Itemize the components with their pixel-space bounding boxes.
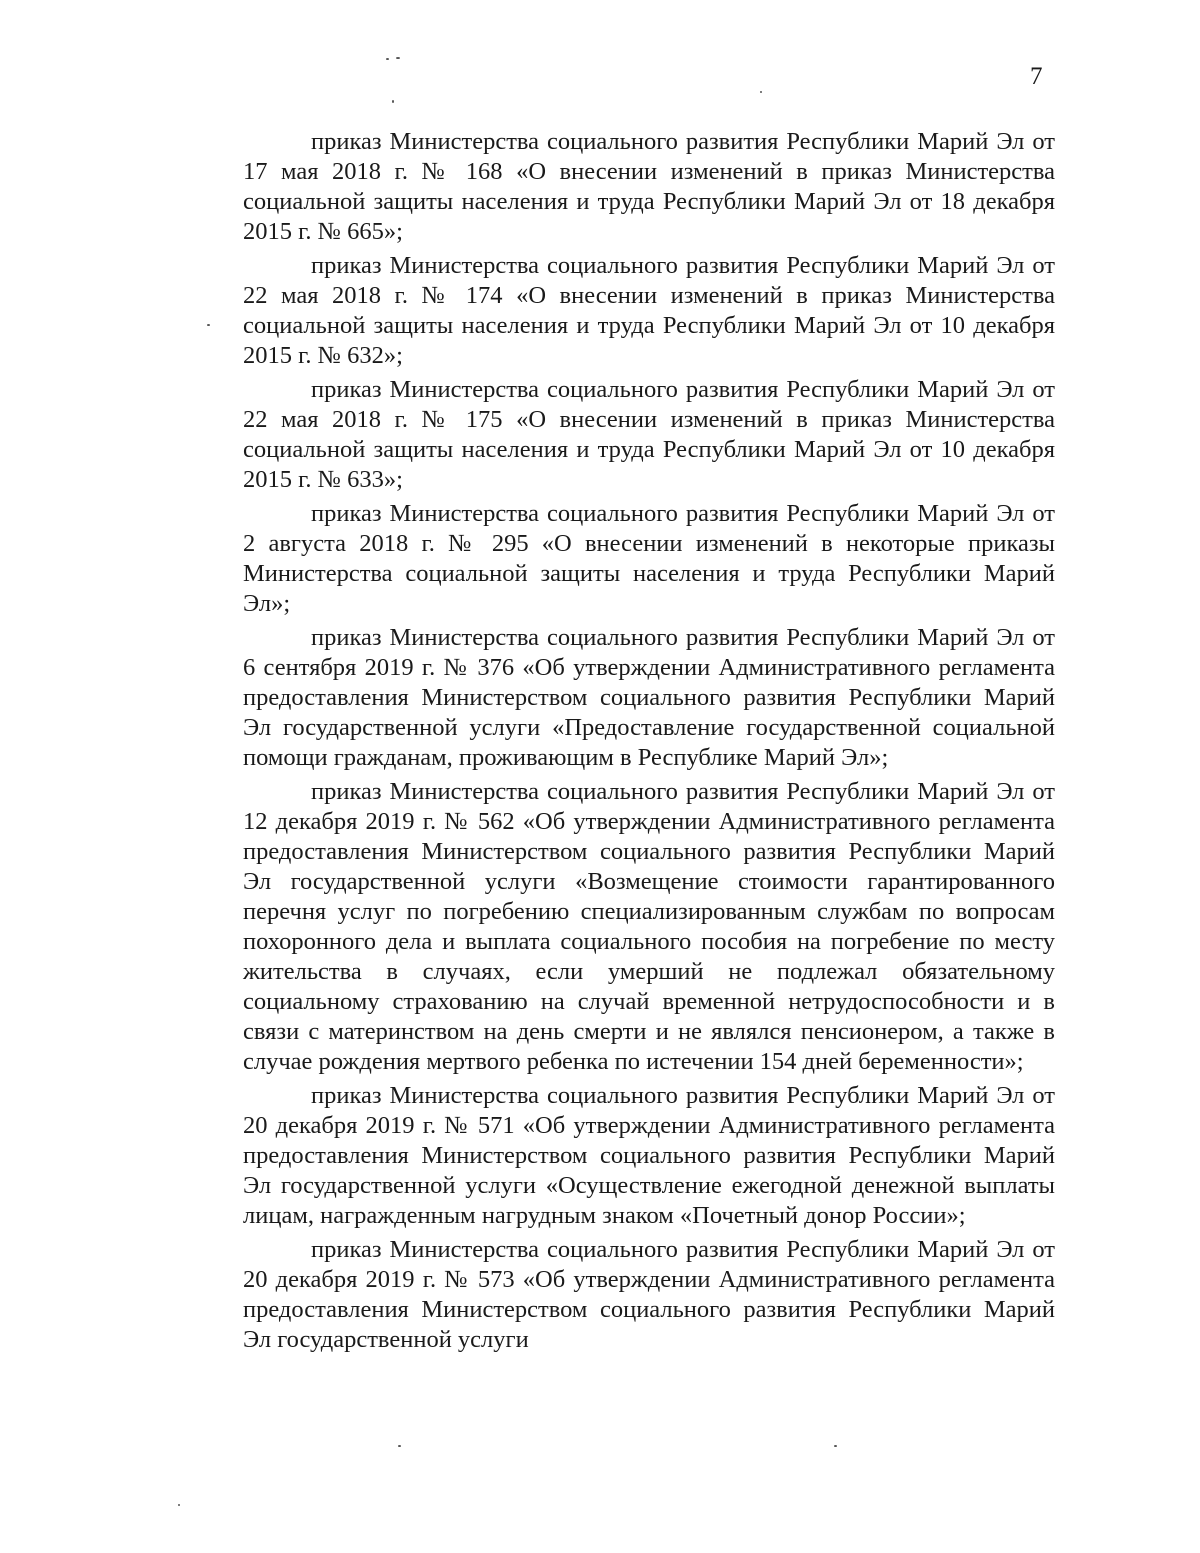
scan-speck	[178, 1504, 180, 1506]
scan-speck	[396, 57, 400, 59]
scan-speck	[392, 100, 394, 103]
paragraph: приказ Министерства социального развития Республики Марий Эл от 17 мая 2018 г. № 168 «О внесении изменений в приказ Министерства социальной защиты населения и труда Республики Марий Эл от 18 декабря 2015 г. № 665»;	[243, 128, 1055, 245]
paragraph: приказ Министерства социального развития Республики Марий Эл от 22 мая 2018 г. № 175 «О внесении изменений в приказ Министерства социальной защиты населения и труда Республики Марий Эл от 10 декабря 2015 г. № 633»;	[243, 376, 1055, 493]
paragraph: приказ Министерства социального развития Республики Марий Эл от 22 мая 2018 г. № 174 «О внесении изменений в приказ Министерства социальной защиты населения и труда Республики Марий Эл от 10 декабря 2015 г. № 632»;	[243, 252, 1055, 369]
paragraph: приказ Министерства социального развития Республики Марий Эл от 12 декабря 2019 г. № 562 «Об утверждении Административного регламента предоставления Министерством социального развития Республики Марий Эл государственной услуги «Возмещение стоимости гарантированного перечня услуг по погребению специализированным службам по вопросам похоронного дела и выплата социального пособия на погребение по месту жительства в случаях, если умерший не подлежал обязательному социальному страхованию на случай временной нетрудоспособности и в связи с материнством на день смерти и не являлся пенсионером, а также в случае рождения мертвого ребенка по истечении 154 дней беременности»;	[243, 778, 1055, 1075]
scan-speck	[398, 1445, 401, 1447]
paragraph: приказ Министерства социального развития Республики Марий Эл от 6 сентября 2019 г. № 376 «Об утверждении Административного регламента предоставления Министерством социального развития Республики Марий Эл государственной услуги «Предоставление государственной социальной помощи гражданам, проживающим в Республике Марий Эл»;	[243, 624, 1055, 771]
scan-speck	[386, 58, 389, 60]
scan-speck	[760, 91, 762, 93]
paragraph: приказ Министерства социального развития Республики Марий Эл от 20 декабря 2019 г. № 573 «Об утверждении Административного регламента предоставления Министерством социального развития Республики Марий Эл государственной услуги	[243, 1236, 1055, 1353]
scan-speck	[834, 1445, 837, 1447]
document-body	[243, 127, 1055, 1359]
page-number: 7	[1030, 63, 1043, 90]
paragraph: приказ Министерства социального развития Республики Марий Эл от 2 августа 2018 г. № 295 «О внесении изменений в некоторые приказы Министерства социальной защиты населения и труда Республики Марий Эл»;	[243, 500, 1055, 617]
paragraph: приказ Министерства социального развития Республики Марий Эл от 20 декабря 2019 г. № 571 «Об утверждении Административного регламента предоставления Министерством социального развития Республики Марий Эл государственной услуги «Осуществление ежегодной денежной выплаты лицам, награжденным нагрудным знаком «Почетный донор России»;	[243, 1082, 1055, 1229]
scan-speck	[207, 324, 210, 326]
